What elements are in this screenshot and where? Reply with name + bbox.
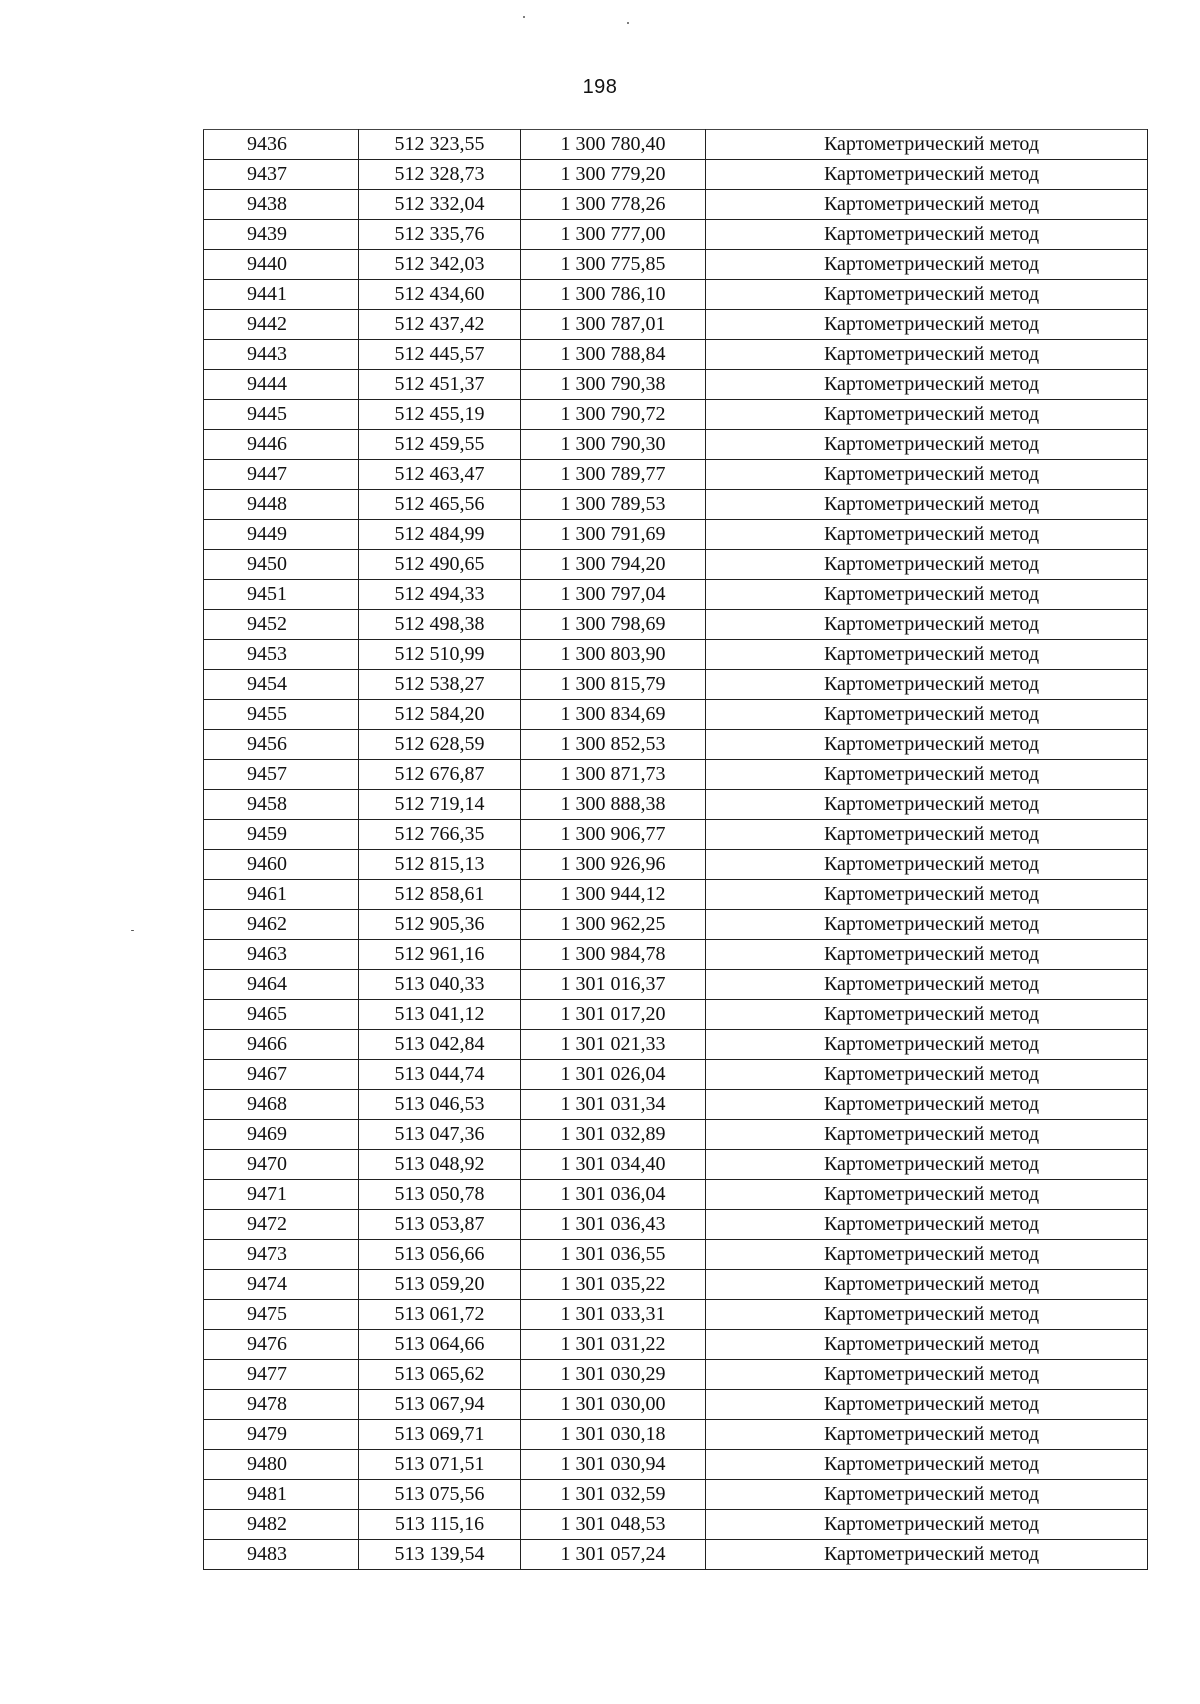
x-coordinate-cell: 512 459,55 <box>359 430 521 460</box>
point-id-cell: 9467 <box>204 1060 359 1090</box>
y-coordinate-cell: 1 300 779,20 <box>521 160 706 190</box>
table-row <box>204 970 1148 1000</box>
method-cell: Картометрический метод <box>706 760 1148 790</box>
y-coordinate-cell: 1 300 790,72 <box>521 400 706 430</box>
method-cell: Картометрический метод <box>706 1090 1148 1120</box>
table-row <box>204 520 1148 550</box>
method-cell: Картометрический метод <box>706 220 1148 250</box>
method-cell: Картометрический метод <box>706 1180 1148 1210</box>
table-row <box>204 1090 1148 1120</box>
point-id-cell: 9475 <box>204 1300 359 1330</box>
y-coordinate-cell: 1 301 030,00 <box>521 1390 706 1420</box>
table-row <box>204 730 1148 760</box>
method-cell: Картометрический метод <box>706 1150 1148 1180</box>
method-cell: Картометрический метод <box>706 1270 1148 1300</box>
point-id-cell: 9471 <box>204 1180 359 1210</box>
point-id-cell: 9448 <box>204 490 359 520</box>
point-id-cell: 9477 <box>204 1360 359 1390</box>
point-id-cell: 9483 <box>204 1540 359 1570</box>
table-row <box>204 340 1148 370</box>
x-coordinate-cell: 513 069,71 <box>359 1420 521 1450</box>
point-id-cell: 9441 <box>204 280 359 310</box>
x-coordinate-cell: 513 056,66 <box>359 1240 521 1270</box>
table-row <box>204 700 1148 730</box>
x-coordinate-cell: 512 342,03 <box>359 250 521 280</box>
point-id-cell: 9460 <box>204 850 359 880</box>
page-number: 198 <box>582 76 618 98</box>
x-coordinate-cell: 512 335,76 <box>359 220 521 250</box>
x-coordinate-cell: 512 434,60 <box>359 280 521 310</box>
y-coordinate-cell: 1 300 790,38 <box>521 370 706 400</box>
y-coordinate-cell: 1 301 031,34 <box>521 1090 706 1120</box>
table-row <box>204 580 1148 610</box>
method-cell: Картометрический метод <box>706 1000 1148 1030</box>
table-row <box>204 430 1148 460</box>
x-coordinate-cell: 512 510,99 <box>359 640 521 670</box>
method-cell: Картометрический метод <box>706 820 1148 850</box>
y-coordinate-cell: 1 300 789,77 <box>521 460 706 490</box>
x-coordinate-cell: 513 139,54 <box>359 1540 521 1570</box>
x-coordinate-cell: 513 061,72 <box>359 1300 521 1330</box>
point-id-cell: 9447 <box>204 460 359 490</box>
y-coordinate-cell: 1 301 031,22 <box>521 1330 706 1360</box>
point-id-cell: 9459 <box>204 820 359 850</box>
x-coordinate-cell: 513 067,94 <box>359 1390 521 1420</box>
method-cell: Картометрический метод <box>706 1450 1148 1480</box>
method-cell: Картометрический метод <box>706 1540 1148 1570</box>
point-id-cell: 9445 <box>204 400 359 430</box>
point-id-cell: 9479 <box>204 1420 359 1450</box>
y-coordinate-cell: 1 301 035,22 <box>521 1270 706 1300</box>
x-coordinate-cell: 512 961,16 <box>359 940 521 970</box>
y-coordinate-cell: 1 301 032,89 <box>521 1120 706 1150</box>
method-cell: Картометрический метод <box>706 730 1148 760</box>
table-row <box>204 1510 1148 1540</box>
y-coordinate-cell: 1 301 016,37 <box>521 970 706 1000</box>
x-coordinate-cell: 512 858,61 <box>359 880 521 910</box>
point-id-cell: 9458 <box>204 790 359 820</box>
x-coordinate-cell: 512 494,33 <box>359 580 521 610</box>
point-id-cell: 9482 <box>204 1510 359 1540</box>
method-cell: Картометрический метод <box>706 670 1148 700</box>
method-cell: Картометрический метод <box>706 370 1148 400</box>
point-id-cell: 9474 <box>204 1270 359 1300</box>
y-coordinate-cell: 1 300 798,69 <box>521 610 706 640</box>
x-coordinate-cell: 513 048,92 <box>359 1150 521 1180</box>
method-cell: Картометрический метод <box>706 310 1148 340</box>
x-coordinate-cell: 512 905,36 <box>359 910 521 940</box>
method-cell: Картометрический метод <box>706 790 1148 820</box>
x-coordinate-cell: 512 445,57 <box>359 340 521 370</box>
y-coordinate-cell: 1 300 787,01 <box>521 310 706 340</box>
x-coordinate-cell: 512 484,99 <box>359 520 521 550</box>
point-id-cell: 9453 <box>204 640 359 670</box>
x-coordinate-cell: 512 328,73 <box>359 160 521 190</box>
x-coordinate-cell: 513 050,78 <box>359 1180 521 1210</box>
y-coordinate-cell: 1 300 788,84 <box>521 340 706 370</box>
method-cell: Картометрический метод <box>706 1300 1148 1330</box>
table-row <box>204 370 1148 400</box>
method-cell: Картометрический метод <box>706 1240 1148 1270</box>
scan-speck <box>523 16 525 18</box>
y-coordinate-cell: 1 300 786,10 <box>521 280 706 310</box>
table-row <box>204 1300 1148 1330</box>
point-id-cell: 9439 <box>204 220 359 250</box>
point-id-cell: 9481 <box>204 1480 359 1510</box>
y-coordinate-cell: 1 300 797,04 <box>521 580 706 610</box>
y-coordinate-cell: 1 300 803,90 <box>521 640 706 670</box>
y-coordinate-cell: 1 300 926,96 <box>521 850 706 880</box>
x-coordinate-cell: 512 455,19 <box>359 400 521 430</box>
method-cell: Картометрический метод <box>706 850 1148 880</box>
point-id-cell: 9451 <box>204 580 359 610</box>
y-coordinate-cell: 1 300 794,20 <box>521 550 706 580</box>
table-row <box>204 1000 1148 1030</box>
method-cell: Картометрический метод <box>706 250 1148 280</box>
y-coordinate-cell: 1 300 777,00 <box>521 220 706 250</box>
method-cell: Картометрический метод <box>706 910 1148 940</box>
method-cell: Картометрический метод <box>706 1420 1148 1450</box>
method-cell: Картометрический метод <box>706 1210 1148 1240</box>
x-coordinate-cell: 512 465,56 <box>359 490 521 520</box>
x-coordinate-cell: 512 538,27 <box>359 670 521 700</box>
table-row <box>204 1270 1148 1300</box>
y-coordinate-cell: 1 301 057,24 <box>521 1540 706 1570</box>
table-row <box>204 400 1148 430</box>
point-id-cell: 9442 <box>204 310 359 340</box>
point-id-cell: 9440 <box>204 250 359 280</box>
y-coordinate-cell: 1 301 017,20 <box>521 1000 706 1030</box>
y-coordinate-cell: 1 300 871,73 <box>521 760 706 790</box>
x-coordinate-cell: 513 047,36 <box>359 1120 521 1150</box>
point-id-cell: 9452 <box>204 610 359 640</box>
point-id-cell: 9480 <box>204 1450 359 1480</box>
x-coordinate-cell: 512 437,42 <box>359 310 521 340</box>
table-row <box>204 460 1148 490</box>
x-coordinate-cell: 513 044,74 <box>359 1060 521 1090</box>
x-coordinate-cell: 513 065,62 <box>359 1360 521 1390</box>
x-coordinate-cell: 512 463,47 <box>359 460 521 490</box>
table-row <box>204 190 1148 220</box>
y-coordinate-cell: 1 301 030,18 <box>521 1420 706 1450</box>
method-cell: Картометрический метод <box>706 1330 1148 1360</box>
table-row <box>204 850 1148 880</box>
method-cell: Картометрический метод <box>706 130 1148 160</box>
point-id-cell: 9473 <box>204 1240 359 1270</box>
table-row <box>204 1030 1148 1060</box>
point-id-cell: 9450 <box>204 550 359 580</box>
x-coordinate-cell: 513 053,87 <box>359 1210 521 1240</box>
x-coordinate-cell: 512 498,38 <box>359 610 521 640</box>
x-coordinate-cell: 513 075,56 <box>359 1480 521 1510</box>
method-cell: Картометрический метод <box>706 400 1148 430</box>
point-id-cell: 9457 <box>204 760 359 790</box>
point-id-cell: 9469 <box>204 1120 359 1150</box>
table-row <box>204 910 1148 940</box>
y-coordinate-cell: 1 300 778,26 <box>521 190 706 220</box>
x-coordinate-cell: 512 332,04 <box>359 190 521 220</box>
scan-speck <box>131 930 134 931</box>
point-id-cell: 9463 <box>204 940 359 970</box>
table-row <box>204 940 1148 970</box>
point-id-cell: 9438 <box>204 190 359 220</box>
y-coordinate-cell: 1 301 034,40 <box>521 1150 706 1180</box>
table-row <box>204 760 1148 790</box>
x-coordinate-cell: 513 064,66 <box>359 1330 521 1360</box>
x-coordinate-cell: 513 071,51 <box>359 1450 521 1480</box>
coordinates-table-container <box>203 129 1147 1570</box>
table-row <box>204 310 1148 340</box>
table-row <box>204 220 1148 250</box>
point-id-cell: 9466 <box>204 1030 359 1060</box>
y-coordinate-cell: 1 301 030,94 <box>521 1450 706 1480</box>
table-row <box>204 820 1148 850</box>
method-cell: Картометрический метод <box>706 460 1148 490</box>
y-coordinate-cell: 1 300 834,69 <box>521 700 706 730</box>
method-cell: Картометрический метод <box>706 430 1148 460</box>
x-coordinate-cell: 512 490,65 <box>359 550 521 580</box>
y-coordinate-cell: 1 301 036,55 <box>521 1240 706 1270</box>
x-coordinate-cell: 513 042,84 <box>359 1030 521 1060</box>
x-coordinate-cell: 513 040,33 <box>359 970 521 1000</box>
x-coordinate-cell: 512 766,35 <box>359 820 521 850</box>
method-cell: Картометрический метод <box>706 1510 1148 1540</box>
method-cell: Картометрический метод <box>706 1060 1148 1090</box>
point-id-cell: 9444 <box>204 370 359 400</box>
y-coordinate-cell: 1 300 944,12 <box>521 880 706 910</box>
table-row <box>204 130 1148 160</box>
x-coordinate-cell: 513 059,20 <box>359 1270 521 1300</box>
table-row <box>204 1390 1148 1420</box>
point-id-cell: 9464 <box>204 970 359 1000</box>
table-row <box>204 1360 1148 1390</box>
table-row <box>204 1540 1148 1570</box>
point-id-cell: 9462 <box>204 910 359 940</box>
x-coordinate-cell: 513 041,12 <box>359 1000 521 1030</box>
table-row <box>204 490 1148 520</box>
point-id-cell: 9461 <box>204 880 359 910</box>
y-coordinate-cell: 1 300 984,78 <box>521 940 706 970</box>
x-coordinate-cell: 512 628,59 <box>359 730 521 760</box>
point-id-cell: 9476 <box>204 1330 359 1360</box>
scan-speck <box>627 22 629 24</box>
point-id-cell: 9470 <box>204 1150 359 1180</box>
point-id-cell: 9454 <box>204 670 359 700</box>
table-row <box>204 1480 1148 1510</box>
y-coordinate-cell: 1 300 815,79 <box>521 670 706 700</box>
method-cell: Картометрический метод <box>706 1120 1148 1150</box>
y-coordinate-cell: 1 301 030,29 <box>521 1360 706 1390</box>
x-coordinate-cell: 512 323,55 <box>359 130 521 160</box>
y-coordinate-cell: 1 300 906,77 <box>521 820 706 850</box>
method-cell: Картометрический метод <box>706 1030 1148 1060</box>
coordinates-table <box>203 129 1148 1570</box>
y-coordinate-cell: 1 301 032,59 <box>521 1480 706 1510</box>
x-coordinate-cell: 513 046,53 <box>359 1090 521 1120</box>
y-coordinate-cell: 1 300 962,25 <box>521 910 706 940</box>
x-coordinate-cell: 513 115,16 <box>359 1510 521 1540</box>
y-coordinate-cell: 1 300 775,85 <box>521 250 706 280</box>
point-id-cell: 9436 <box>204 130 359 160</box>
table-row <box>204 1420 1148 1450</box>
x-coordinate-cell: 512 815,13 <box>359 850 521 880</box>
method-cell: Картометрический метод <box>706 880 1148 910</box>
y-coordinate-cell: 1 301 036,43 <box>521 1210 706 1240</box>
y-coordinate-cell: 1 301 026,04 <box>521 1060 706 1090</box>
table-row <box>204 280 1148 310</box>
x-coordinate-cell: 512 676,87 <box>359 760 521 790</box>
method-cell: Картометрический метод <box>706 520 1148 550</box>
table-row <box>204 1210 1148 1240</box>
method-cell: Картометрический метод <box>706 160 1148 190</box>
method-cell: Картометрический метод <box>706 1480 1148 1510</box>
y-coordinate-cell: 1 301 036,04 <box>521 1180 706 1210</box>
y-coordinate-cell: 1 300 791,69 <box>521 520 706 550</box>
method-cell: Картометрический метод <box>706 550 1148 580</box>
method-cell: Картометрический метод <box>706 580 1148 610</box>
table-row <box>204 550 1148 580</box>
y-coordinate-cell: 1 300 790,30 <box>521 430 706 460</box>
table-row <box>204 880 1148 910</box>
table-row <box>204 1330 1148 1360</box>
method-cell: Картометрический метод <box>706 280 1148 310</box>
method-cell: Картометрический метод <box>706 340 1148 370</box>
table-row <box>204 670 1148 700</box>
method-cell: Картометрический метод <box>706 1390 1148 1420</box>
point-id-cell: 9437 <box>204 160 359 190</box>
table-row <box>204 1450 1148 1480</box>
point-id-cell: 9455 <box>204 700 359 730</box>
x-coordinate-cell: 512 451,37 <box>359 370 521 400</box>
table-row <box>204 1120 1148 1150</box>
y-coordinate-cell: 1 301 048,53 <box>521 1510 706 1540</box>
method-cell: Картометрический метод <box>706 190 1148 220</box>
point-id-cell: 9456 <box>204 730 359 760</box>
table-row <box>204 160 1148 190</box>
method-cell: Картометрический метод <box>706 610 1148 640</box>
table-row <box>204 1060 1148 1090</box>
point-id-cell: 9478 <box>204 1390 359 1420</box>
y-coordinate-cell: 1 300 789,53 <box>521 490 706 520</box>
table-row <box>204 1180 1148 1210</box>
point-id-cell: 9465 <box>204 1000 359 1030</box>
method-cell: Картометрический метод <box>706 1360 1148 1390</box>
x-coordinate-cell: 512 719,14 <box>359 790 521 820</box>
point-id-cell: 9443 <box>204 340 359 370</box>
method-cell: Картометрический метод <box>706 490 1148 520</box>
table-row <box>204 250 1148 280</box>
method-cell: Картометрический метод <box>706 700 1148 730</box>
x-coordinate-cell: 512 584,20 <box>359 700 521 730</box>
y-coordinate-cell: 1 300 852,53 <box>521 730 706 760</box>
point-id-cell: 9449 <box>204 520 359 550</box>
method-cell: Картометрический метод <box>706 970 1148 1000</box>
table-row <box>204 790 1148 820</box>
y-coordinate-cell: 1 300 888,38 <box>521 790 706 820</box>
table-body <box>204 130 1148 1570</box>
table-row <box>204 1150 1148 1180</box>
table-row <box>204 640 1148 670</box>
point-id-cell: 9446 <box>204 430 359 460</box>
table-row <box>204 610 1148 640</box>
point-id-cell: 9472 <box>204 1210 359 1240</box>
table-row <box>204 1240 1148 1270</box>
point-id-cell: 9468 <box>204 1090 359 1120</box>
method-cell: Картометрический метод <box>706 640 1148 670</box>
y-coordinate-cell: 1 301 021,33 <box>521 1030 706 1060</box>
y-coordinate-cell: 1 301 033,31 <box>521 1300 706 1330</box>
y-coordinate-cell: 1 300 780,40 <box>521 130 706 160</box>
method-cell: Картометрический метод <box>706 940 1148 970</box>
